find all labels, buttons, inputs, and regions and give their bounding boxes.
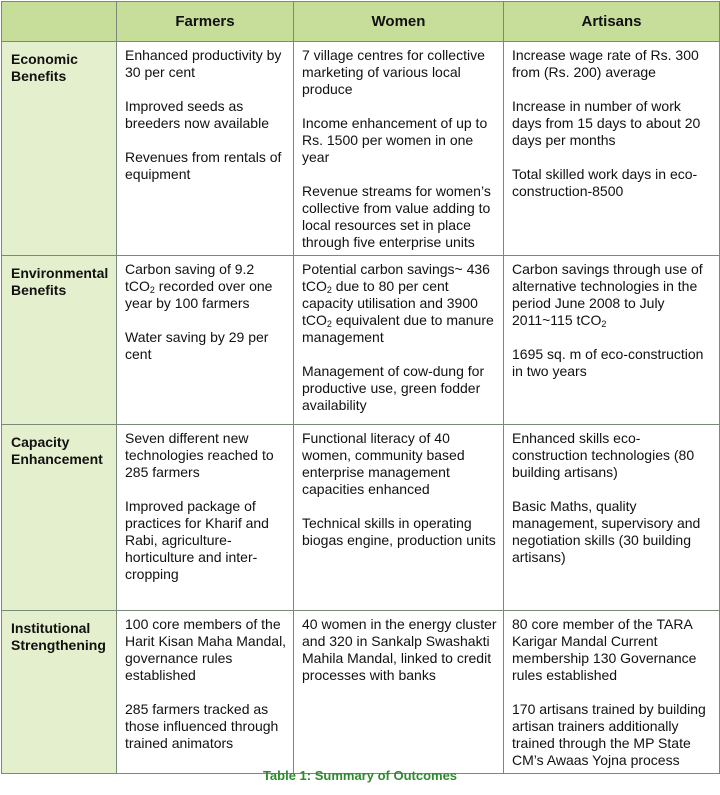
header-women: Women bbox=[294, 2, 504, 42]
table-row bbox=[2, 256, 720, 425]
cell-item: 285 farmers tracked as those influenced through trained animators bbox=[125, 701, 279, 751]
cell-institutional-strengthening-women bbox=[294, 611, 504, 774]
cell-economic-benefits-artisans bbox=[504, 42, 720, 256]
cell-economic-benefits-farmers bbox=[117, 42, 294, 256]
cell-economic-benefits-women bbox=[294, 42, 504, 256]
cell-institutional-strengthening-farmers bbox=[117, 611, 294, 774]
cell-item: Increase in number of work days from 15 days to about 20 days per months bbox=[512, 98, 701, 148]
cell-item: Improved package of practices for Kharif and Rabi, agriculture-horticulture and inter-cropping bbox=[125, 498, 269, 582]
header-row bbox=[2, 2, 720, 42]
table-row bbox=[2, 42, 720, 256]
cell-environmental-benefits-women bbox=[294, 256, 504, 425]
cell-item: Technical skills in operating biogas engine, production units bbox=[302, 515, 496, 548]
cell-item: Water saving by 29 per cent bbox=[125, 329, 269, 362]
row-label-institutional-strengthening: Institutional Strengthening bbox=[2, 611, 117, 774]
table-caption: Table 1: Summary of Outcomes bbox=[262, 768, 458, 783]
cell-item: Potential carbon savings~ 436 tCO$_2$ due to 80 per cent capacity utilisation and 3900 tCO$_2$ equivalent due to manure management bbox=[302, 261, 494, 345]
cell-item: 40 women in the energy cluster and 320 in Sankalp Swashakti Mahila Mandal, linked to credit processes with banks bbox=[302, 616, 497, 683]
cell-item: Carbon saving of 9.2 tCO$_2$ recorded over one year by 100 farmers bbox=[125, 261, 273, 311]
cell-item: Enhanced productivity by 30 per cent bbox=[125, 47, 282, 80]
cell-capacity-enhancement-artisans bbox=[504, 425, 720, 611]
cell-institutional-strengthening-artisans bbox=[504, 611, 720, 774]
cell-item: Enhanced skills eco-construction technologies (80 building artisans) bbox=[512, 430, 695, 480]
row-label-environmental-benefits: Environmental Benefits bbox=[2, 256, 117, 425]
cell-item: Functional literacy of 40 women, community based enterprise management capacities enhanced bbox=[302, 430, 465, 497]
cell-capacity-enhancement-women bbox=[294, 425, 504, 611]
cell-environmental-benefits-artisans bbox=[504, 256, 720, 425]
cell-item: Revenues from rentals of equipment bbox=[125, 149, 282, 182]
cell-capacity-enhancement-farmers bbox=[117, 425, 294, 611]
table-body bbox=[2, 42, 720, 774]
cell-item: Carbon savings through use of alternative technologies in the period June 2008 to July 2011~115 tCO$_2$ bbox=[512, 261, 703, 329]
cell-item: Seven different new technologies reached to 285 farmers bbox=[125, 430, 274, 480]
table-row bbox=[2, 425, 720, 611]
cell-item: Increase wage rate of Rs. 300 from (Rs. 200) average bbox=[512, 47, 699, 80]
cell-item: 80 core member of the TARA Karigar Mandal Current membership 130 Governance rules established bbox=[512, 616, 697, 683]
cell-item: 170 artisans trained by building artisan trainers additionally trained through the MP State CM’s Awaas Yojna process bbox=[512, 701, 706, 768]
cell-item: 100 core members of the Harit Kisan Maha Mandal, governance rules established bbox=[125, 616, 287, 683]
row-label-economic-benefits: Economic Benefits bbox=[2, 42, 117, 256]
cell-item: 1695 sq. m of eco-construction in two years bbox=[512, 346, 704, 379]
row-label-capacity-enhancement: Capacity Enhancement bbox=[2, 425, 117, 611]
cell-item: Income enhancement of up to Rs. 1500 per women in one year bbox=[302, 115, 488, 165]
cell-item: Improved seeds as breeders now available bbox=[125, 98, 269, 131]
cell-item: Revenue streams for women’s collective from value adding to local resources set in place through five enterprise units bbox=[302, 183, 491, 250]
cell-item: Total skilled work days in eco-construction-8500 bbox=[512, 166, 698, 199]
cell-item: 7 village centres for collective marketing of various local produce bbox=[302, 47, 485, 97]
table-row bbox=[2, 611, 720, 774]
header-farmers: Farmers bbox=[117, 2, 294, 42]
header-artisans: Artisans bbox=[504, 2, 720, 42]
cell-item: Management of cow-dung for productive use, green fodder availability bbox=[302, 363, 485, 413]
cell-environmental-benefits-farmers bbox=[117, 256, 294, 425]
header-corner bbox=[2, 2, 117, 42]
outcomes-table bbox=[1, 1, 720, 774]
cell-item: Basic Maths, quality management, supervisory and negotiation skills (30 building artisans) bbox=[512, 498, 701, 565]
